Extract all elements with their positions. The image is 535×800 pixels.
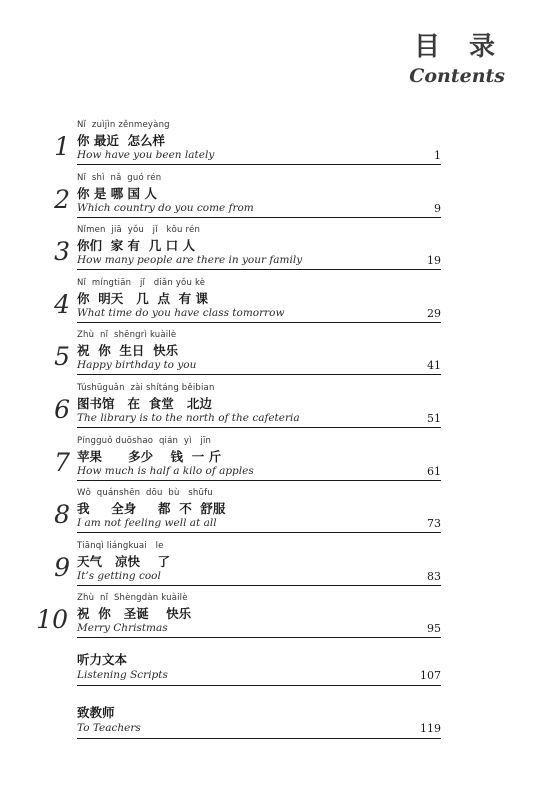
- toc-entry-7[interactable]: [0, 434, 535, 487]
- lesson-title-en: How have you been lately: [77, 149, 215, 161]
- page-number: 1: [434, 149, 441, 162]
- toc-entry-9[interactable]: [0, 539, 535, 592]
- lesson-pinyin: Nǐ míngtiān jǐ diǎn yǒu kè: [77, 277, 206, 288]
- toc-entry-6[interactable]: [0, 381, 535, 434]
- entry-rule: [77, 532, 441, 533]
- toc-entry-listening-scripts[interactable]: [0, 650, 535, 700]
- lesson-number: 5: [54, 342, 70, 372]
- lesson-title-en: Happy birthday to you: [77, 359, 197, 372]
- lesson-number: 3: [54, 237, 70, 267]
- lesson-title-zh: 你 明天 几 点 有 课: [77, 290, 209, 306]
- lesson-pinyin: Túshūguǎn zài shítáng běibian: [77, 382, 215, 393]
- lesson-number: 7: [54, 447, 70, 477]
- entry-rule: [77, 427, 441, 428]
- lesson-title-zh: 图书馆 在 食堂 北边: [77, 395, 212, 411]
- entry-rule: [77, 685, 441, 686]
- section-title-en: Listening Scripts: [77, 669, 168, 681]
- lesson-pinyin: Wǒ quánshēn dōu bù shūfu: [77, 488, 213, 499]
- contents-title-en: Contents: [409, 65, 505, 87]
- page-number: 61: [427, 464, 441, 478]
- lesson-title-en: How many people are there in your family: [77, 254, 303, 267]
- lesson-number: 2: [54, 184, 70, 214]
- toc-entry-10[interactable]: [0, 591, 535, 644]
- section-title-zh: 听力文本: [77, 652, 128, 667]
- contents-title-zh: 目 录: [413, 32, 505, 62]
- section-title-zh: 致教师: [77, 705, 115, 720]
- lesson-pinyin: Nǐ zuìjìn zěnmeyàng: [77, 120, 170, 130]
- lesson-title-zh: 天气 凉快 了: [77, 553, 170, 569]
- toc-entry-1[interactable]: [0, 118, 535, 171]
- lesson-title-zh: 你们 家 有 几 口 人: [77, 238, 195, 254]
- lesson-title-en: Merry Christmas: [77, 622, 168, 635]
- page-number: 29: [427, 306, 441, 320]
- lesson-title-zh: 苹果 多少 钱 一 斤: [77, 448, 222, 464]
- contents-header: [409, 26, 505, 87]
- page-number: 51: [427, 411, 441, 425]
- toc-entry-to-teachers[interactable]: [0, 703, 535, 753]
- lesson-number: 10: [36, 605, 68, 635]
- page-number: 41: [427, 359, 441, 373]
- lesson-number: 8: [54, 500, 70, 530]
- page-number: 9: [434, 201, 441, 215]
- entry-rule: [77, 585, 441, 586]
- lesson-pinyin: Nǐ shì nǎ guó rén: [77, 172, 162, 183]
- page-number: 95: [427, 622, 441, 636]
- page-number: 73: [427, 517, 441, 531]
- entry-rule: [77, 164, 441, 165]
- entry-rule: [77, 217, 441, 218]
- toc-entry-2[interactable]: [0, 171, 535, 224]
- lesson-title-zh: 你 是 哪 国 人: [77, 185, 157, 201]
- lesson-pinyin: Píngguǒ duōshao qián yì jīn: [77, 435, 212, 446]
- entry-rule: [77, 374, 441, 375]
- page-number: 107: [420, 669, 441, 682]
- toc-entry-5[interactable]: [0, 328, 535, 381]
- lesson-pinyin: Zhù nǐ shēngrì kuàilè: [77, 330, 177, 341]
- toc-entry-3[interactable]: [0, 223, 535, 276]
- lesson-pinyin: Zhù nǐ Shèngdàn kuàilè: [77, 593, 188, 604]
- lesson-title-en: It’s getting cool: [77, 569, 161, 582]
- lesson-title-zh: 祝 你 生日 快乐: [77, 343, 179, 359]
- lesson-number: 9: [54, 552, 70, 582]
- section-title-en: To Teachers: [77, 722, 141, 734]
- entry-rule: [77, 480, 441, 481]
- entry-rule: [77, 738, 441, 739]
- lesson-pinyin: Tiānqì liángkuai le: [77, 540, 164, 551]
- lesson-title-zh: 祝 你 圣诞 快乐: [77, 606, 192, 622]
- lesson-number: 6: [54, 394, 70, 424]
- entry-rule: [77, 322, 441, 323]
- lesson-pinyin: Nǐmen jiā yǒu jǐ kǒu rén: [77, 225, 201, 236]
- page-number: 19: [427, 254, 441, 268]
- lesson-title-zh: 我 全身 都 不 舒服: [77, 501, 226, 517]
- lesson-title-zh: 你 最近 怎么样: [77, 133, 166, 148]
- lesson-number: 1: [54, 132, 70, 161]
- lesson-title-en: What time do you have class tomorrow: [77, 306, 285, 319]
- lesson-title-en: The library is to the north of the cafeteria: [77, 411, 300, 424]
- lesson-number: 4: [54, 289, 70, 319]
- table-of-contents: [0, 118, 535, 644]
- page-number: 119: [420, 722, 441, 735]
- lesson-title-en: I am not feeling well at all: [77, 517, 217, 530]
- lesson-title-en: Which country do you come from: [77, 201, 254, 214]
- entry-rule: [77, 637, 441, 638]
- toc-entry-4[interactable]: [0, 276, 535, 329]
- toc-entry-8[interactable]: [0, 486, 535, 539]
- page-number: 83: [427, 569, 441, 583]
- lesson-title-en: How much is half a kilo of apples: [77, 464, 254, 477]
- entry-rule: [77, 269, 441, 270]
